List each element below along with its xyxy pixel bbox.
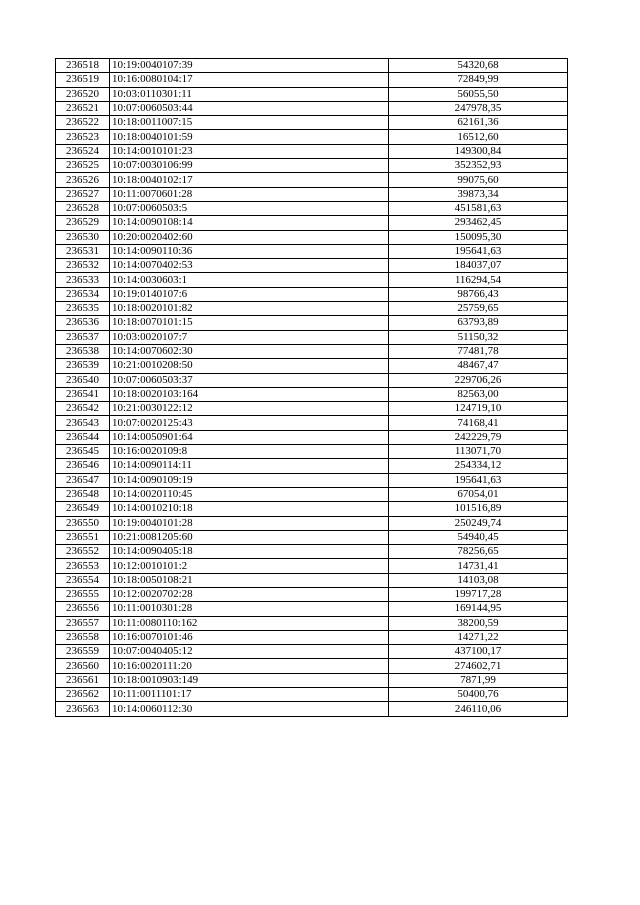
amount-cell: 437100,17 [389,645,568,659]
row-id-cell: 236533 [56,273,110,287]
table-row [56,273,568,287]
table-row [56,173,568,187]
table-row [56,73,568,87]
row-id-cell: 236554 [56,573,110,587]
table-row [56,616,568,630]
amount-cell: 149300,84 [389,144,568,158]
cadastral-number-cell: 10:14:0070402:53 [110,259,389,273]
amount-cell: 99075,60 [389,173,568,187]
table-row [56,359,568,373]
row-id-cell: 236532 [56,259,110,273]
table-row [56,101,568,115]
row-id-cell: 236519 [56,73,110,87]
row-id-cell: 236524 [56,144,110,158]
row-id-cell: 236541 [56,387,110,401]
table-row [56,216,568,230]
amount-cell: 150095,30 [389,230,568,244]
cadastral-number-cell: 10:14:0090405:18 [110,545,389,559]
row-id-cell: 236518 [56,59,110,73]
amount-cell: 199717,28 [389,587,568,601]
cadastral-number-cell: 10:14:0060112:30 [110,702,389,716]
cadastral-number-cell: 10:12:0010101:2 [110,559,389,573]
cadastral-number-cell: 10:07:0060503:5 [110,201,389,215]
table-row [56,487,568,501]
table-row [56,602,568,616]
cadastral-number-cell: 10:16:0080104:17 [110,73,389,87]
cadastral-number-cell: 10:07:0060503:44 [110,101,389,115]
row-id-cell: 236561 [56,673,110,687]
cadastral-number-cell: 10:07:0030106:99 [110,159,389,173]
table-row [56,459,568,473]
table-row [56,430,568,444]
amount-cell: 72849,99 [389,73,568,87]
cadastral-number-cell: 10:07:0020125:43 [110,416,389,430]
row-id-cell: 236558 [56,630,110,644]
table-row [56,187,568,201]
cadastral-number-cell: 10:03:0110301:11 [110,87,389,101]
cadastral-number-cell: 10:14:0010101:23 [110,144,389,158]
row-id-cell: 236527 [56,187,110,201]
amount-cell: 82563,00 [389,387,568,401]
table-row [56,502,568,516]
table-row [56,316,568,330]
table-row [56,344,568,358]
row-id-cell: 236539 [56,359,110,373]
cadastral-number-cell: 10:16:0070101:46 [110,630,389,644]
cadastral-number-cell: 10:11:0011101:17 [110,688,389,702]
amount-cell: 116294,54 [389,273,568,287]
amount-cell: 51150,32 [389,330,568,344]
amount-cell: 293462,45 [389,216,568,230]
row-id-cell: 236543 [56,416,110,430]
cadastral-number-cell: 10:14:0050901:64 [110,430,389,444]
cadastral-number-cell: 10:14:0020110:45 [110,487,389,501]
amount-cell: 77481,78 [389,344,568,358]
amount-cell: 50400,76 [389,688,568,702]
amount-cell: 352352,93 [389,159,568,173]
cadastral-number-cell: 10:18:0070101:15 [110,316,389,330]
cadastral-number-cell: 10:03:0020107:7 [110,330,389,344]
row-id-cell: 236522 [56,116,110,130]
cadastral-number-cell: 10:18:0020103:164 [110,387,389,401]
table-row [56,159,568,173]
cadastral-number-cell: 10:18:0011007:15 [110,116,389,130]
row-id-cell: 236544 [56,430,110,444]
amount-cell: 54940,45 [389,530,568,544]
amount-cell: 48467,47 [389,359,568,373]
table-row [56,144,568,158]
row-id-cell: 236552 [56,545,110,559]
cadastral-number-cell: 10:19:0040101:28 [110,516,389,530]
cadastral-number-cell: 10:21:0030122:12 [110,402,389,416]
cadastral-number-cell: 10:14:0010210:18 [110,502,389,516]
table-row [56,387,568,401]
amount-cell: 25759,65 [389,302,568,316]
row-id-cell: 236537 [56,330,110,344]
amount-cell: 113071,70 [389,445,568,459]
row-id-cell: 236556 [56,602,110,616]
amount-cell: 195641,63 [389,473,568,487]
row-id-cell: 236560 [56,659,110,673]
cadastral-number-cell: 10:18:0050108:21 [110,573,389,587]
amount-cell: 62161,36 [389,116,568,130]
table-row [56,87,568,101]
table-row [56,244,568,258]
table-row [56,402,568,416]
table-row [56,287,568,301]
cadastral-number-cell: 10:21:0081205:60 [110,530,389,544]
amount-cell: 124719,10 [389,402,568,416]
row-id-cell: 236528 [56,201,110,215]
amount-cell: 169144,95 [389,602,568,616]
row-id-cell: 236551 [56,530,110,544]
row-id-cell: 236520 [56,87,110,101]
cadastral-number-cell: 10:20:0020402:60 [110,230,389,244]
row-id-cell: 236521 [56,101,110,115]
table-body [56,59,568,717]
amount-cell: 14103,08 [389,573,568,587]
table-row [56,116,568,130]
amount-cell: 16512,60 [389,130,568,144]
amount-cell: 14731,41 [389,559,568,573]
table-row [56,702,568,716]
amount-cell: 39873,34 [389,187,568,201]
cadastral-number-cell: 10:14:0090110:36 [110,244,389,258]
table-row [56,259,568,273]
amount-cell: 451581,63 [389,201,568,215]
table-row [56,645,568,659]
cadastral-number-cell: 10:21:0010208:50 [110,359,389,373]
amount-cell: 67054,01 [389,487,568,501]
cadastral-number-cell: 10:07:0060503:37 [110,373,389,387]
amount-cell: 7871,99 [389,673,568,687]
amount-cell: 38200,59 [389,616,568,630]
row-id-cell: 236531 [56,244,110,258]
cadastral-number-cell: 10:14:0030603:1 [110,273,389,287]
cadastral-number-cell: 10:11:0070601:28 [110,187,389,201]
table-row [56,473,568,487]
row-id-cell: 236536 [56,316,110,330]
row-id-cell: 236525 [56,159,110,173]
amount-cell: 195641,63 [389,244,568,258]
table-row [56,445,568,459]
cadastral-number-cell: 10:11:0010301:28 [110,602,389,616]
row-id-cell: 236529 [56,216,110,230]
table-row [56,201,568,215]
table-row [56,130,568,144]
row-id-cell: 236546 [56,459,110,473]
amount-cell: 184037,07 [389,259,568,273]
row-id-cell: 236562 [56,688,110,702]
amount-cell: 247978,35 [389,101,568,115]
table-row [56,59,568,73]
table-row [56,545,568,559]
cadastral-number-cell: 10:16:0020111:20 [110,659,389,673]
cadastral-number-cell: 10:19:0140107:6 [110,287,389,301]
amount-cell: 98766,43 [389,287,568,301]
cadastral-number-cell: 10:18:0010903:149 [110,673,389,687]
row-id-cell: 236523 [56,130,110,144]
table-row [56,573,568,587]
row-id-cell: 236557 [56,616,110,630]
table-row [56,330,568,344]
amount-cell: 274602,71 [389,659,568,673]
table-row [56,230,568,244]
cadastral-number-cell: 10:14:0090114:11 [110,459,389,473]
table-row [56,559,568,573]
table-row [56,516,568,530]
cadastral-number-cell: 10:12:0020702:28 [110,587,389,601]
amount-cell: 56055,50 [389,87,568,101]
cadastral-number-cell: 10:14:0090108:14 [110,216,389,230]
cadastral-number-cell: 10:11:0080110:162 [110,616,389,630]
cadastral-number-cell: 10:16:0020109:8 [110,445,389,459]
row-id-cell: 236555 [56,587,110,601]
table-row [56,659,568,673]
row-id-cell: 236559 [56,645,110,659]
table-row [56,587,568,601]
amount-cell: 101516,89 [389,502,568,516]
table-row [56,373,568,387]
row-id-cell: 236550 [56,516,110,530]
row-id-cell: 236542 [56,402,110,416]
table-row [56,302,568,316]
cadastral-number-cell: 10:14:0090109:19 [110,473,389,487]
row-id-cell: 236540 [56,373,110,387]
data-table [55,58,568,717]
row-id-cell: 236530 [56,230,110,244]
row-id-cell: 236547 [56,473,110,487]
table-row [56,416,568,430]
amount-cell: 54320,68 [389,59,568,73]
amount-cell: 78256,65 [389,545,568,559]
cadastral-number-cell: 10:18:0040102:17 [110,173,389,187]
table-row [56,530,568,544]
row-id-cell: 236534 [56,287,110,301]
row-id-cell: 236535 [56,302,110,316]
amount-cell: 14271,22 [389,630,568,644]
table-row [56,630,568,644]
row-id-cell: 236553 [56,559,110,573]
row-id-cell: 236545 [56,445,110,459]
row-id-cell: 236548 [56,487,110,501]
row-id-cell: 236549 [56,502,110,516]
row-id-cell: 236538 [56,344,110,358]
amount-cell: 229706,26 [389,373,568,387]
cadastral-number-cell: 10:18:0020101:82 [110,302,389,316]
amount-cell: 63793,89 [389,316,568,330]
amount-cell: 250249,74 [389,516,568,530]
cadastral-number-cell: 10:07:0040405:12 [110,645,389,659]
amount-cell: 254334,12 [389,459,568,473]
amount-cell: 74168,41 [389,416,568,430]
table-row [56,688,568,702]
cadastral-number-cell: 10:18:0040101:59 [110,130,389,144]
cadastral-number-cell: 10:14:0070602:30 [110,344,389,358]
row-id-cell: 236563 [56,702,110,716]
row-id-cell: 236526 [56,173,110,187]
amount-cell: 242229,79 [389,430,568,444]
table-row [56,673,568,687]
amount-cell: 246110,06 [389,702,568,716]
cadastral-number-cell: 10:19:0040107:39 [110,59,389,73]
